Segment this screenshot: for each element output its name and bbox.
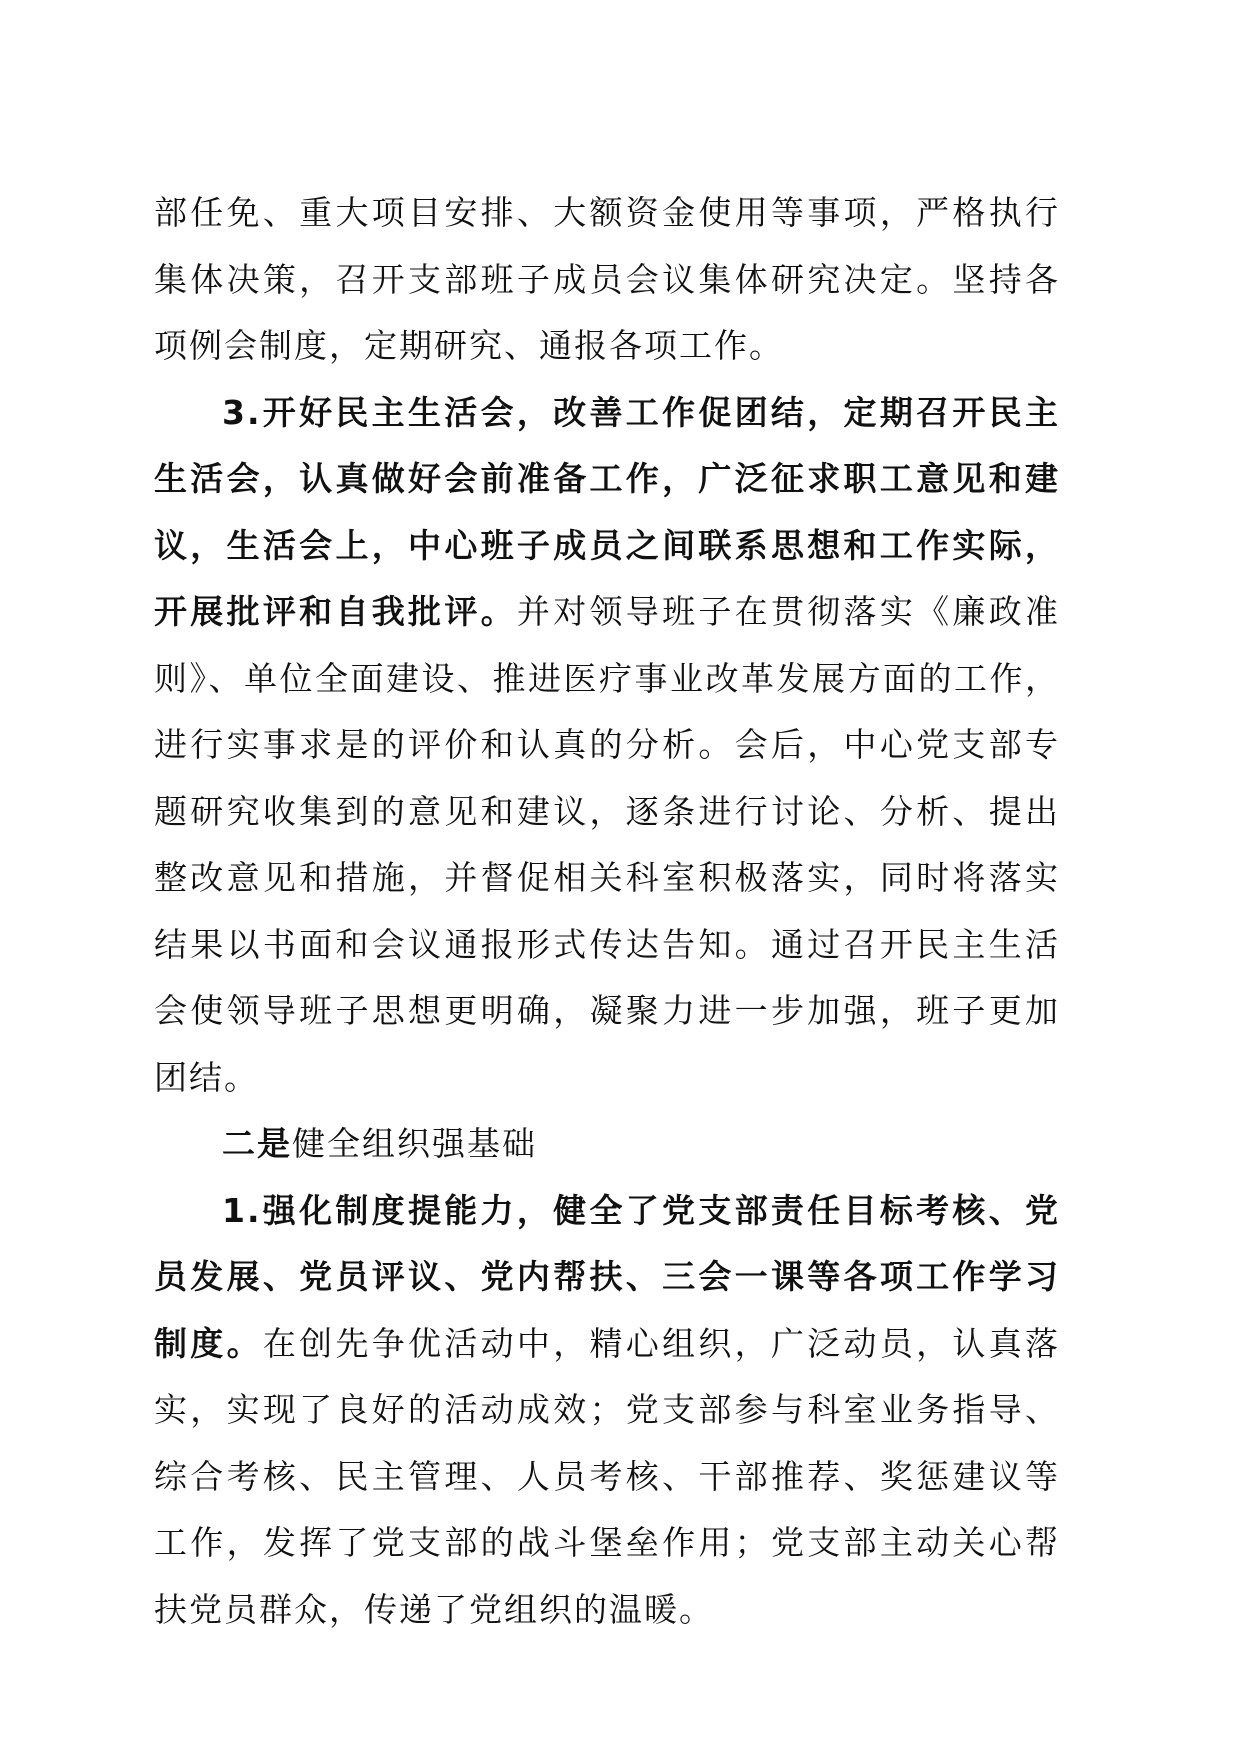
- section-heading-text: 健全组织强基础: [292, 1124, 537, 1163]
- section-heading: [154, 1111, 1060, 1178]
- paragraph-system-building: [154, 1178, 1060, 1644]
- paragraph-bold-lead: 1.强化制度提能力，健全了党支部责任目标考核、党员发展、党员评议、党内帮扶、三会一课等各项工作学习制度。: [154, 1190, 1060, 1363]
- paragraph-text: 并对领导班子在贯彻落实《廉政准则》、单位全面建设、推进医疗事业改革发展方面的工作，进行实事求是的评价和认真的分析。会后，中心党支部专题研究收集到的意见和建议，逐条进行讨论、分析、提出整改意见和措施，并督促相关科室积极落实，同时将落实结果以书面和会议通报形式传达告知。通过召开民主生活会使领导班子思想更明确，凝聚力进一步加强，班子更加团结。: [154, 592, 1061, 1097]
- paragraph-democratic-life-meeting: [154, 380, 1060, 1112]
- section-heading-prefix: 二是: [222, 1124, 292, 1163]
- paragraph-bold-lead: 3.开好民主生活会，改善工作促团结，定期召开民主生活会，认真做好会前准备工作，广泛征求职工意见和建议，生活会上，中心班子成员之间联系思想和工作实际，开展批评和自我批评。: [154, 392, 1060, 631]
- document-page: [154, 180, 1060, 1643]
- paragraph-decision-making: [154, 180, 1060, 380]
- paragraph-text: 部任免、重大项目安排、大额资金使用等事项，严格执行集体决策，召开支部班子成员会议集体研究决定。坚持各项例会制度，定期研究、通报各项工作。: [154, 193, 1060, 365]
- paragraph-text: 在创先争优活动中，精心组织，广泛动员，认真落实，实现了良好的活动成效；党支部参与科室业务指导、综合考核、民主管理、人员考核、干部推荐、奖惩建议等工作，发挥了党支部的战斗堡垒作用；党支部主动关心帮扶党员群众，传递了党组织的温暖。: [154, 1323, 1060, 1629]
